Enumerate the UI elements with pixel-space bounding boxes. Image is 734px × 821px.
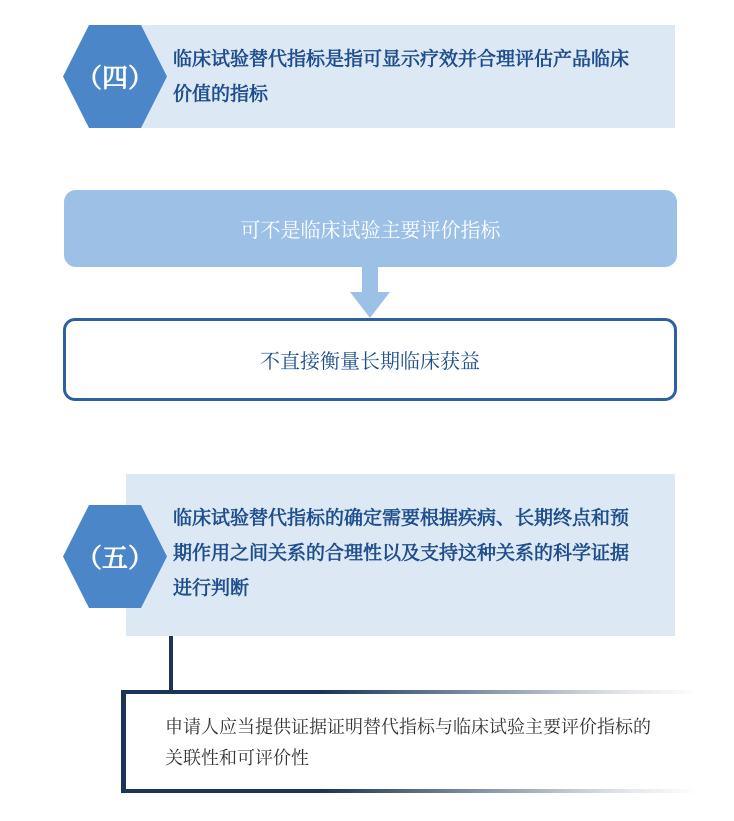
primary-banner (64, 190, 677, 267)
connector-line (169, 636, 173, 693)
result-box-label: 不直接衡量长期临床获益 (260, 349, 480, 373)
note-frame-top (121, 690, 699, 694)
note-frame-left (121, 690, 126, 793)
section-5-badge (62, 503, 168, 610)
down-arrow-icon (350, 266, 390, 318)
note-text: 申请人应当提供证据证明替代指标与临床试验主要评价指标的关联性和可评价性 (165, 717, 651, 769)
section-4-badge (62, 23, 168, 130)
result-box (63, 318, 677, 401)
note-frame-bottom (121, 789, 699, 793)
section-4-badge-label: （四） (75, 64, 154, 94)
section-4-text: 临床试验替代指标是指可显示疗效并合理评估产品临床价值的指标 (173, 48, 630, 105)
section-5-badge-label: （五） (75, 544, 154, 574)
primary-banner-label: 可不是临床试验主要评价指标 (240, 218, 501, 242)
section-5-text: 临床试验替代指标的确定需要根据疾病、长期终点和预期作用之间关系的合理性以及支持这种关系的科学证据进行判断 (173, 507, 630, 599)
